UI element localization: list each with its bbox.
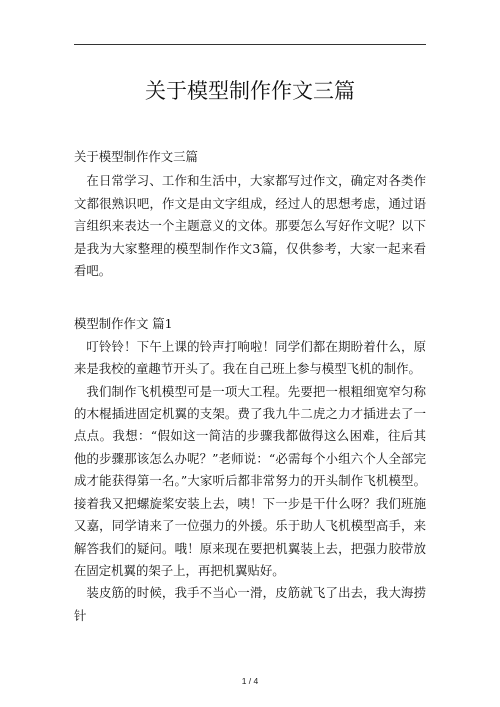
page-number: 1 / 4 [241,676,259,686]
header-divider [74,44,426,45]
document-title: 关于模型制作作文三篇 [145,79,355,103]
document-body [74,146,426,627]
body-paragraph: 我们制作飞机模型可是一项大工程。先要把一根粗细宽窄匀称的木棍插进固定机翼的支架。费了我九牛二虎之力才插进去了一点点。我想：“假如这一简洁的步骤我都做得这么困难，往后其他的步骤那该怎么办呢？”老师说：“必需每个小组六个人全部完成才能获得第一名。”大家听后都非常努力的开头制作飞机模型。接着我又把螺旋桨安装上去，咦！下一步是干什么呀？我们班施又嘉，同学请来了一位强力的外援。乐于助人飞机模型高手，来解答我们的疑问。哦！原来现在要把机翼装上去，把强力胶带放在固定机翼的架子上，再把机翼贴好。 [74,383,426,578]
section-heading: 模型制作作文 篇1 [74,316,173,332]
body-paragraph: 叮铃铃！下午上课的铃声打响啦！同学们都在期盼着什么，原来是我校的童趣节开头了。我在自己班上参与模型飞机的制作。 [74,338,426,377]
body-paragraph: 装皮筋的时候，我手不当心一滑，皮筋就飞了出去，我大海捞针 [74,585,426,623]
intro-paragraph: 在日常学习、工作和生活中，大家都写过作文，确定对各类作文都很熟识吧，作文是由文字组成，经过人的思想考虑，通过语言组织来表达一个主题意义的文体。那要怎么写好作文呢？以下是我为大家整理的模型制作作文3篇，仅供参考，大家一起来看看吧。 [74,173,426,279]
document-subtitle: 关于模型制作作文三篇 [74,149,198,164]
